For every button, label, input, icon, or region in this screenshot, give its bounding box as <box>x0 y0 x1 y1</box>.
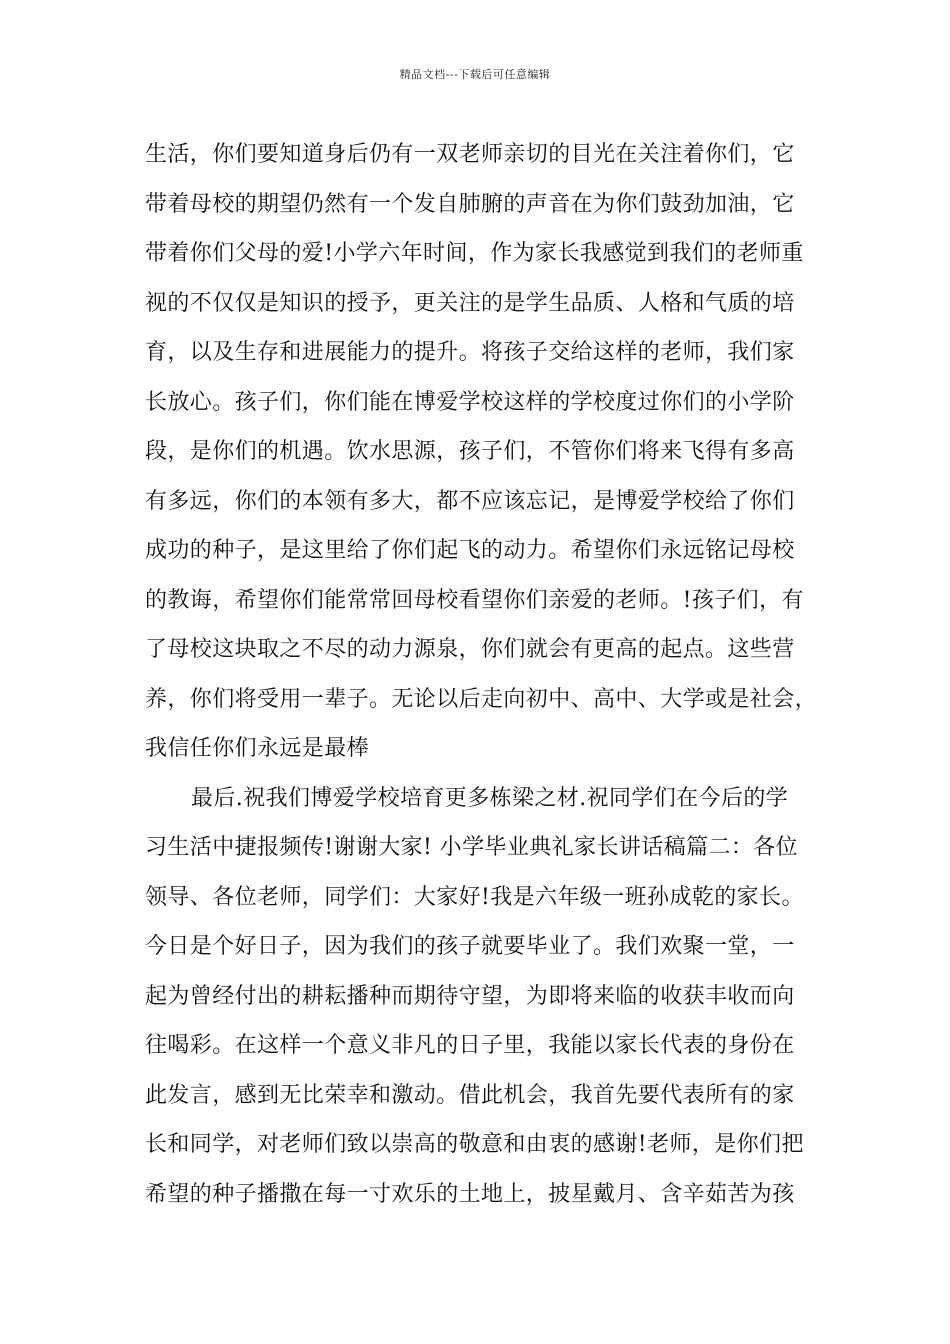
text-line: 的教诲，希望你们能常常回母校看望你们亲爱的老师。!孩子们，有 <box>145 587 804 613</box>
text-line: 领导、各位老师，同学们：大家好!我是六年级一班孙成乾的家长。 <box>145 884 804 910</box>
text-line: 习生活中捷报频传!谢谢大家! 小学毕业典礼家长讲话稿篇二：各位 <box>145 835 799 860</box>
text-line: 生活，你们要知道身后仍有一双老师亲切的目光在关注着你们，它 <box>145 142 795 167</box>
text-line: 了母校这块取之不尽的动力源泉，你们就会有更高的起点。这些营 <box>145 637 795 662</box>
text-line: 希望的种子播撒在每一寸欢乐的土地上，披星戴月、含辛茹苦为孩 <box>145 1181 795 1207</box>
text-line: 长放心。孩子们，你们能在博爱学校这样的学校度过你们的小学阶 <box>145 389 795 415</box>
text-line: 起为曾经付出的耕耘播种而期待守望，为即将来临的收获丰收而向 <box>145 983 795 1009</box>
text-line: 带着你们父母的爱!小学六年时间，作为家长我感觉到我们的老师重 <box>145 241 804 266</box>
text-line: 成功的种子，是这里给了你们起飞的动力。希望你们永远铭记母校 <box>145 538 795 563</box>
text-line: 有多远，你们的本领有多大，都不应该忘记，是博爱学校给了你们 <box>145 488 795 514</box>
paragraph-start-line: 最后.祝我们博爱学校培育更多栋梁之材.祝同学们在今后的学 <box>191 785 789 811</box>
text-line: 养，你们将受用一辈子。无论以后走向初中、高中、大学或是社会， <box>145 686 818 712</box>
text-line: 往喝彩。在这样一个意义非凡的日子里，我能以家长代表的身份在 <box>145 1033 795 1058</box>
page-header: 精品文档---下载后可任意编辑 <box>399 68 551 81</box>
text-line: 带着母校的期望仍然有一个发自肺腑的声音在为你们鼓劲加油，它 <box>145 191 795 217</box>
text-line: 我信任你们永远是最棒 <box>145 736 370 761</box>
text-line: 此发言，感到无比荣幸和激动。借此机会，我首先要代表所有的家 <box>145 1082 795 1108</box>
text-line: 段，是你们的机遇。饮水思源，孩子们，不管你们将来飞得有多高 <box>145 439 795 464</box>
document-body <box>145 130 825 1219</box>
text-line: 长和同学，对老师们致以崇高的敬意和由衷的感谢!老师，是你们把 <box>145 1132 804 1157</box>
text-line: 育，以及生存和进展能力的提升。将孩子交给这样的老师，我们家 <box>145 340 795 365</box>
text-line: 视的不仅仅是知识的授予，更关注的是学生品质、人格和气质的培 <box>145 290 795 316</box>
text-line: 今日是个好日子，因为我们的孩子就要毕业了。我们欢聚一堂，一 <box>145 934 795 959</box>
